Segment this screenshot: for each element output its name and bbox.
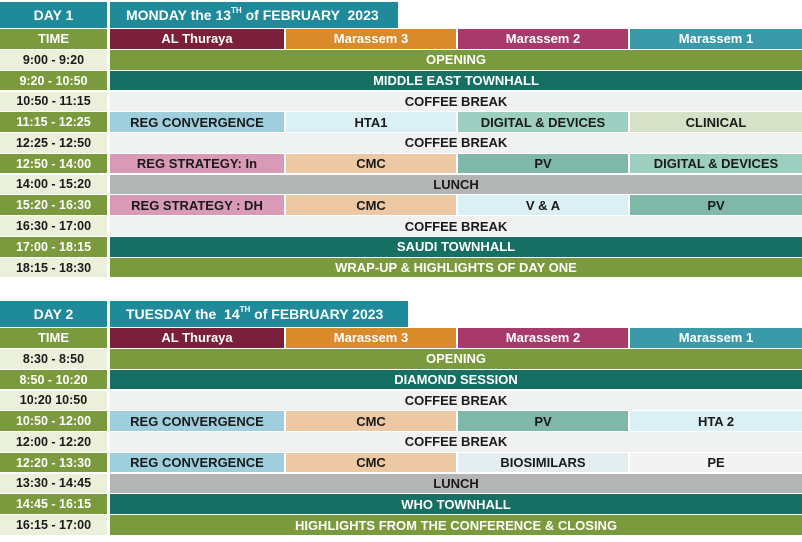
session-opening: OPENING: [110, 50, 802, 70]
time-header: TIME: [0, 328, 107, 348]
session-coffee-break: COFFEE BREAK: [110, 391, 802, 411]
session-coffee-break: COFFEE BREAK: [110, 216, 802, 236]
schedule-row: [0, 411, 802, 431]
time-slot: 12:00 - 12:20: [0, 432, 107, 452]
schedule-row: [0, 432, 802, 452]
schedule-row: [0, 133, 802, 153]
schedule-row: [0, 494, 802, 514]
schedule-row: [0, 515, 802, 535]
session-cell: CMC: [286, 154, 456, 174]
day-2-schedule: [0, 299, 802, 535]
schedule-row: [0, 195, 802, 215]
session-cell: REG CONVERGENCE: [110, 112, 284, 132]
time-slot: 12:20 - 13:30: [0, 453, 107, 473]
schedule-row: [0, 92, 802, 112]
time-slot: 8:50 - 10:20: [0, 370, 107, 390]
session-cell: REG CONVERGENCE: [110, 453, 284, 473]
session-cell: REG CONVERGENCE: [110, 411, 284, 431]
day-1-venue-row: [0, 29, 802, 49]
session-wrap-up: WRAP-UP & HIGHLIGHTS OF DAY ONE: [110, 258, 802, 278]
session-cell: REG STRATEGY: In: [110, 154, 284, 174]
session-cell: HTA 2: [630, 411, 802, 431]
session-cell: CLINICAL: [630, 112, 802, 132]
day-2-date-rest: of FEBRUARY 2023: [250, 306, 384, 322]
session-cell: PV: [630, 195, 802, 215]
day-2-header: [0, 299, 802, 327]
session-closing: HIGHLIGHTS FROM THE CONFERENCE & CLOSING: [110, 515, 802, 535]
time-slot: 15:20 - 16:30: [0, 195, 107, 215]
session-saudi-townhall: SAUDI TOWNHALL: [110, 237, 802, 257]
session-cell: HTA1: [286, 112, 456, 132]
schedule-row: [0, 112, 802, 132]
session-lunch: LUNCH: [110, 474, 802, 494]
time-slot: 18:15 - 18:30: [0, 258, 107, 278]
time-slot: 9:00 - 9:20: [0, 50, 107, 70]
session-opening: OPENING: [110, 349, 802, 369]
day-2-date-sup: TH: [239, 304, 251, 314]
schedule-row: [0, 453, 802, 473]
time-slot: 14:45 - 16:15: [0, 494, 107, 514]
time-slot: 13:30 - 14:45: [0, 474, 107, 494]
schedule-row: [0, 216, 802, 236]
time-slot: 8:30 - 8:50: [0, 349, 107, 369]
day-1-label: DAY 1: [0, 2, 107, 28]
day-1-header: [0, 0, 802, 28]
venue-al-thuraya: AL Thuraya: [110, 328, 284, 348]
session-diamond: DIAMOND SESSION: [110, 370, 802, 390]
time-slot: 10:50 - 12:00: [0, 411, 107, 431]
day-2-date: [110, 301, 408, 327]
venue-marassem-3: Marassem 3: [286, 29, 456, 49]
venue-marassem-1: Marassem 1: [630, 29, 802, 49]
session-cell: PV: [458, 154, 628, 174]
schedule-row: [0, 391, 802, 411]
time-slot: 12:50 - 14:00: [0, 154, 107, 174]
venue-marassem-1: Marassem 1: [630, 328, 802, 348]
session-cell: BIOSIMILARS: [458, 453, 628, 473]
time-slot: 17:00 - 18:15: [0, 237, 107, 257]
session-coffee-break: COFFEE BREAK: [110, 92, 802, 112]
schedule-row: [0, 50, 802, 70]
day-2-date-main: TUESDAY the 14: [126, 306, 240, 322]
session-coffee-break: COFFEE BREAK: [110, 133, 802, 153]
time-slot: 10:50 - 11:15: [0, 92, 107, 112]
session-cell: REG STRATEGY : DH: [110, 195, 284, 215]
time-slot: 14:00 - 15:20: [0, 175, 107, 195]
session-cell: CMC: [286, 195, 456, 215]
session-coffee-break: COFFEE BREAK: [110, 432, 802, 452]
schedule-row: [0, 175, 802, 195]
time-slot: 16:30 - 17:00: [0, 216, 107, 236]
venue-marassem-3: Marassem 3: [286, 328, 456, 348]
time-header: TIME: [0, 29, 107, 49]
time-slot: 16:15 - 17:00: [0, 515, 107, 535]
schedule-row: [0, 258, 802, 278]
session-cell: DIGITAL & DEVICES: [458, 112, 628, 132]
time-slot: 9:20 - 10:50: [0, 71, 107, 91]
session-cell: PV: [458, 411, 628, 431]
day-1-date-sup: TH: [231, 5, 242, 15]
schedule-row: [0, 474, 802, 494]
schedule-row: [0, 71, 802, 91]
day-2-venue-row: [0, 328, 802, 348]
day-1-date-main: MONDAY the 13: [126, 7, 232, 23]
session-middle-east-townhall: MIDDLE EAST TOWNHALL: [110, 71, 802, 91]
session-cell: CMC: [286, 453, 456, 473]
day-1-date-rest: of FEBRUARY 2023: [241, 7, 379, 23]
schedule-row: [0, 154, 802, 174]
session-lunch: LUNCH: [110, 175, 802, 195]
session-who-townhall: WHO TOWNHALL: [110, 494, 802, 514]
day-2-label: DAY 2: [0, 301, 107, 327]
time-slot: 11:15 - 12:25: [0, 112, 107, 132]
venue-marassem-2: Marassem 2: [458, 29, 628, 49]
session-cell: CMC: [286, 411, 456, 431]
session-cell: V & A: [458, 195, 628, 215]
schedule-row: [0, 237, 802, 257]
venue-marassem-2: Marassem 2: [458, 328, 628, 348]
schedule-row: [0, 349, 802, 369]
day-1-date: [110, 2, 398, 28]
session-cell: PE: [630, 453, 802, 473]
time-slot: 12:25 - 12:50: [0, 133, 107, 153]
session-cell: DIGITAL & DEVICES: [630, 154, 802, 174]
time-slot: 10:20 10:50: [0, 391, 107, 411]
schedule-row: [0, 370, 802, 390]
venue-al-thuraya: AL Thuraya: [110, 29, 284, 49]
